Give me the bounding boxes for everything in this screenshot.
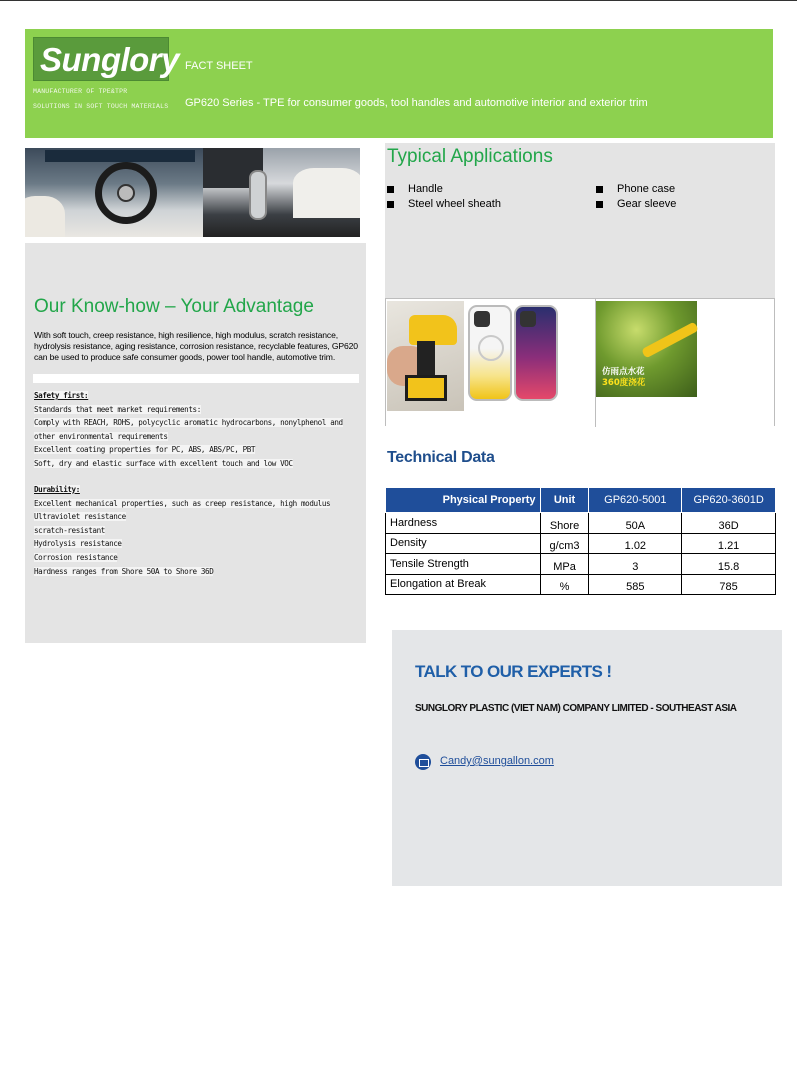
tagline-manufacturer: MANUFACTURER OF TPE&TPR xyxy=(33,88,128,95)
drill-battery-shape xyxy=(405,375,447,401)
table-cell: Elongation at Break xyxy=(386,574,541,595)
table-row xyxy=(386,554,776,575)
phone-case-photo xyxy=(468,305,512,401)
knowhow-body: With soft touch, creep resistance, high resilience, high modulus, scratch resistance, hydrolysis resistance, aging resistance, corrosion resistance, recyclable features, GP620 can be used to produce safe consumer goods, power tool handle, automotive trim. xyxy=(34,330,358,362)
list-item: Hydrolysis resistance xyxy=(34,539,122,549)
separator-strip xyxy=(33,374,359,383)
column-header: Unit xyxy=(540,488,589,513)
top-rule xyxy=(0,0,797,1)
technical-data-title: Technical Data xyxy=(387,449,495,466)
company-logo xyxy=(33,37,180,81)
list-item: Standards that meet market requirements: xyxy=(34,404,201,414)
table-cell: Shore xyxy=(540,513,589,534)
table-cell: 50A xyxy=(589,513,682,534)
document-subtitle: GP620 Series - TPE for consumer goods, tool handles and automotive interior and exterior trim xyxy=(185,97,648,109)
list-item: scratch-resistant xyxy=(34,525,105,535)
safety-heading: Safety first: xyxy=(34,391,89,400)
durability-heading: Durability: xyxy=(34,485,80,494)
drill-grip-shape xyxy=(417,341,435,379)
knowhow-title: Our Know-how – Your Advantage xyxy=(34,296,314,317)
technical-data-table xyxy=(385,487,776,595)
tagline-solutions: SOLUTIONS IN SOFT TOUCH MATERIALS xyxy=(33,103,169,110)
magsafe-ring-shape xyxy=(478,335,504,361)
applications-panel xyxy=(385,143,775,298)
seat-shape xyxy=(25,196,65,237)
table-cell: 1.02 xyxy=(589,533,682,554)
dashboard-shape xyxy=(45,150,195,162)
list-item: Hardness ranges from Shore 50A to Shore 36D xyxy=(34,566,214,576)
caption-line: 仿雨点水花 xyxy=(602,367,645,377)
list-item: Excellent mechanical properties, such as creep resistance, high modulus xyxy=(34,498,331,508)
email-icon xyxy=(415,754,431,770)
header-banner xyxy=(25,29,773,138)
garden-photo-caption xyxy=(602,367,645,389)
gear-lever-shape xyxy=(249,170,267,220)
hose-nozzle-shape xyxy=(641,322,699,359)
application-item: Handle xyxy=(408,183,443,195)
car-interior-steering-photo xyxy=(25,148,203,237)
table-cell: % xyxy=(540,574,589,595)
column-header: Physical Property xyxy=(386,488,541,513)
applications-photos xyxy=(385,298,775,426)
table-cell: MPa xyxy=(540,554,589,575)
safety-list xyxy=(34,389,364,471)
list-item: Ultraviolet resistance xyxy=(34,512,126,522)
car-interior-gear-photo xyxy=(203,148,360,237)
list-item: Comply with REACH, ROHS, polycyclic aromatic hydrocarbons, nonylphenol and other environmental requirements xyxy=(34,418,343,441)
garden-hose-photo xyxy=(596,301,697,397)
table-cell: 36D xyxy=(682,513,776,534)
table-row xyxy=(386,533,776,554)
phone-case-photo xyxy=(514,305,558,401)
column-header: GP620-5001 xyxy=(589,488,682,513)
application-item: Steel wheel sheath xyxy=(408,198,501,210)
table-cell: Density xyxy=(386,533,541,554)
table-header-row xyxy=(386,488,776,513)
application-item: Gear sleeve xyxy=(617,198,677,210)
applications-title: Typical Applications xyxy=(387,146,553,167)
caption-line: 360度浇花 xyxy=(602,378,646,388)
camera-shape xyxy=(474,311,490,327)
table-cell: 785 xyxy=(682,574,776,595)
table-cell: 585 xyxy=(589,574,682,595)
camera-shape xyxy=(520,311,536,327)
list-item: Excellent coating properties for PC, ABS, ABS/PC, PBT xyxy=(34,445,256,455)
table-cell: 15.8 xyxy=(682,554,776,575)
table-cell: g/cm3 xyxy=(540,533,589,554)
steering-hub-shape xyxy=(117,184,135,202)
list-item: Corrosion resistance xyxy=(34,552,118,562)
list-item: Soft, dry and elastic surface with excellent touch and low VOC xyxy=(34,458,293,468)
application-item: Phone case xyxy=(617,183,676,195)
logo-wordmark: Sunglory xyxy=(40,41,180,78)
power-drill-photo xyxy=(387,301,464,411)
durability-list xyxy=(34,483,364,578)
experts-title: TALK TO OUR EXPERTS ! xyxy=(415,662,612,681)
table-row xyxy=(386,513,776,534)
table-cell: 1.21 xyxy=(682,533,776,554)
table-cell: Hardness xyxy=(386,513,541,534)
seat-shape xyxy=(293,168,360,218)
knowhow-panel xyxy=(25,243,366,643)
company-name: SUNGLORY PLASTIC (VIET NAM) COMPANY LIMITED - SOUTHEAST ASIA xyxy=(415,703,737,714)
column-header: GP620-3601D xyxy=(682,488,776,513)
document-type: FACT SHEET xyxy=(185,60,253,72)
experts-panel xyxy=(392,630,782,886)
table-cell: Tensile Strength xyxy=(386,554,541,575)
table-cell: 3 xyxy=(589,554,682,575)
email-link[interactable]: Candy@sungallon.com xyxy=(440,755,554,767)
table-row xyxy=(386,574,776,595)
